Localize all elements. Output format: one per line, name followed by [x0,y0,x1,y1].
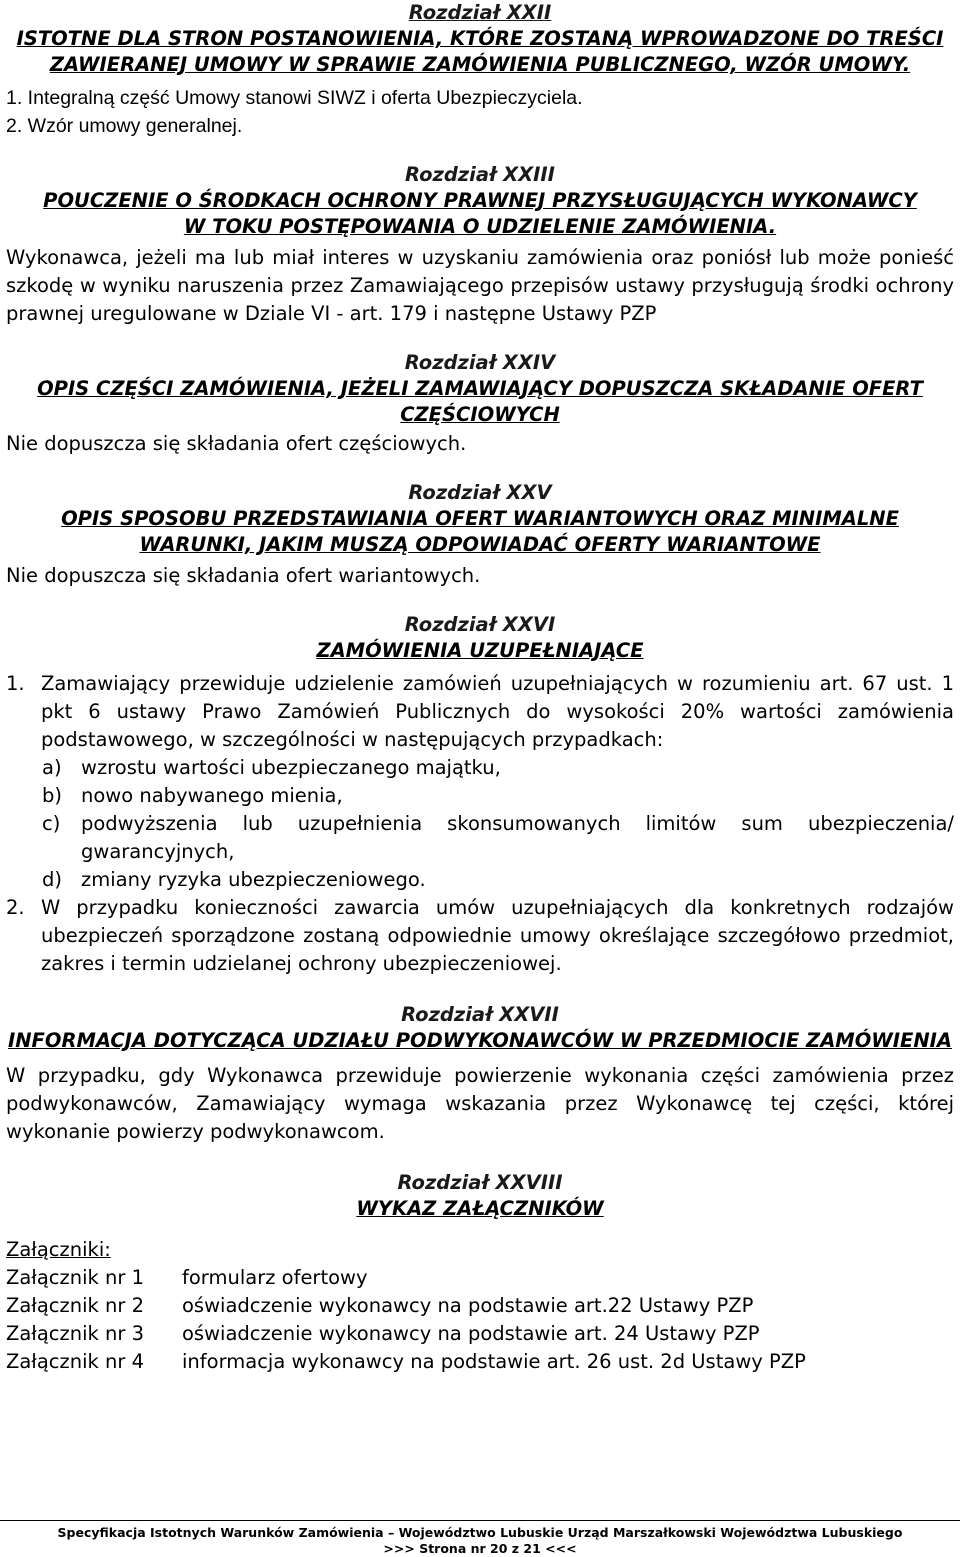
subitem-text: podwyższenia lub uzupełnienia skonsumowanych limitów sum ubezpieczenia/ gwarancyjnych, [81,812,954,863]
chapter-25-title-line2: WARUNKI, JAKIM MUSZĄ ODPOWIADAĆ OFERTY WARIANTOWE [139,533,821,556]
chapter-22-item-1: 1. Integralną część Umowy stanowi SIWZ i oferta Ubezpieczyciela. [6,87,583,109]
chapter-26-item-2-number: 2. [6,896,25,919]
chapter-26-heading [6,612,954,664]
subitem-letter: d) [42,868,62,891]
chapter-26-item-1-number: 1. [6,672,25,695]
chapter-22-title-line1: ISTOTNE DLA STRON POSTANOWIENIA, KTÓRE ZOSTANĄ WPROWADZONE DO TREŚCI [16,27,944,50]
chapter-24-title-line1: OPIS CZĘŚCI ZAMÓWIENIA, JEŻELI ZAMAWIAJĄCY DOPUSZCZA SKŁADANIE OFERT [37,377,923,400]
chapter-22-item-2: 2. Wzór umowy generalnej. [6,115,243,137]
attachment-row [6,1264,954,1292]
chapter-26-item-2 [6,894,954,978]
attachment-description: informacja wykonawcy na podstawie art. 26 ust. 2d Ustawy PZP [182,1350,806,1373]
attachments-heading: Załączniki: [6,1238,111,1261]
chapter-28-title: WYKAZ ZAŁĄCZNIKÓW [356,1197,604,1220]
attachment-number: Załącznik nr 2 [6,1294,145,1317]
chapter-26-subitem-b [6,782,954,810]
chapter-26-number: Rozdział XXVI [404,613,556,636]
chapter-24-title-line2: CZĘŚCIOWYCH [400,403,560,426]
attachment-row [6,1348,954,1376]
chapter-26-title: ZAMÓWIENIA UZUPEŁNIAJĄCE [316,639,644,662]
chapter-26-item-2-text: W przypadku konieczności zawarcia umów uzupełniających dla konkretnych rodzajów ubezpieczeń sporządzone zostaną odpowiednie umowy określające szczegółowo przedmiot, zakres i termin udzielanej ochrony ubezpieczeniowej. [41,896,954,975]
attachment-row [6,1320,954,1348]
attachment-number: Załącznik nr 3 [6,1322,145,1345]
chapter-23-heading [6,162,954,240]
chapter-24-body: Nie dopuszcza się składania ofert częściowych. [6,432,467,455]
subitem-text: zmiany ryzyka ubezpieczeniowego. [81,868,426,891]
chapter-25-title-line1: OPIS SPOSOBU PRZEDSTAWIANIA OFERT WARIANTOWYCH ORAZ MINIMALNE [61,507,899,530]
subitem-letter: a) [42,756,62,779]
chapter-27-title: INFORMACJA DOTYCZĄCA UDZIAŁU PODWYKONAWCÓW W PRZEDMIOCIE ZAMÓWIENIA [7,1029,953,1052]
attachment-description: oświadczenie wykonawcy na podstawie art.22 Ustawy PZP [182,1294,754,1317]
chapter-25-number: Rozdział XXV [408,481,552,504]
chapter-24-heading [6,350,954,428]
chapter-23-title-line1: POUCZENIE O ŚRODKACH OCHRONY PRAWNEJ PRZYSŁUGUJĄCYCH WYKONAWCY [43,189,917,212]
subitem-letter: c) [42,812,61,835]
chapter-22-title-line2: ZAWIERANEJ UMOWY W SPRAWIE ZAMÓWIENIA PUBLICZNEGO, WZÓR UMOWY. [49,53,911,76]
chapter-22-heading [6,0,954,78]
attachment-description: formularz ofertowy [182,1266,368,1289]
attachment-description: oświadczenie wykonawcy na podstawie art. 24 Ustawy PZP [182,1322,760,1345]
chapter-23-title-line2: W TOKU POSTĘPOWANIA O UDZIELENIE ZAMÓWIENIA. [183,215,777,238]
chapter-23-body: Wykonawca, jeżeli ma lub miał interes w uzyskaniu zamówienia oraz poniósł lub może ponieść szkodę w wyniku naruszenia przez Zamawiającego przepisów ustawy przysługują środki ochrony prawnej uregulowane w Dziale VI - art. 179 i następne Ustawy PZP [6,246,954,325]
attachment-row [6,1292,954,1320]
subitem-text: wzrostu wartości ubezpieczanego majątku, [81,756,501,779]
chapter-25-heading [6,480,954,558]
subitem-letter: b) [42,784,62,807]
chapter-26-subitem-d [6,866,954,894]
chapter-27-body: W przypadku, gdy Wykonawca przewiduje powierzenie wykonania części zamówienia przez podwykonawców, Zamawiający wymaga wskazania przez Wykonawcę tej części, której wykonanie powierzy podwykonawcom. [6,1064,954,1143]
attachment-number: Załącznik nr 1 [6,1266,145,1289]
document-page [6,0,954,1376]
chapter-27-heading [6,1002,954,1054]
chapter-23-number: Rozdział XXIII [405,163,555,186]
subitem-text: nowo nabywanego mienia, [81,784,343,807]
attachment-number: Załącznik nr 4 [6,1350,145,1373]
chapter-27-number: Rozdział XXVII [401,1003,559,1026]
chapter-22-number: Rozdział XXII [408,1,552,24]
chapter-26-item-1 [6,670,954,894]
chapter-26-subitem-c [6,810,954,866]
chapter-26-list [6,670,954,978]
chapter-26-sublist [6,754,954,894]
footer-title: Specyfikacja Istotnych Warunków Zamówienia – Województwo Lubuskie Urząd Marszałkowski Województwa Lubuskiego [57,1525,903,1540]
chapter-28-number: Rozdział XXVIII [397,1171,563,1194]
footer-page-number: >>> Strona nr 20 z 21 <<< [383,1541,577,1556]
chapter-26-subitem-a [6,754,954,782]
chapter-28-heading [6,1170,954,1222]
chapter-25-body: Nie dopuszcza się składania ofert wariantowych. [6,564,481,587]
chapter-24-number: Rozdział XXIV [404,351,556,374]
page-footer [0,1520,960,1557]
chapter-26-item-1-text: Zamawiający przewiduje udzielenie zamówień uzupełniających w rozumieniu art. 67 ust. 1 pkt 6 ustawy Prawo Zamówień Publicznych do wysokości 20% wartości zamówienia podstawowego, w szczególności w następujących przypadkach: [41,672,954,751]
